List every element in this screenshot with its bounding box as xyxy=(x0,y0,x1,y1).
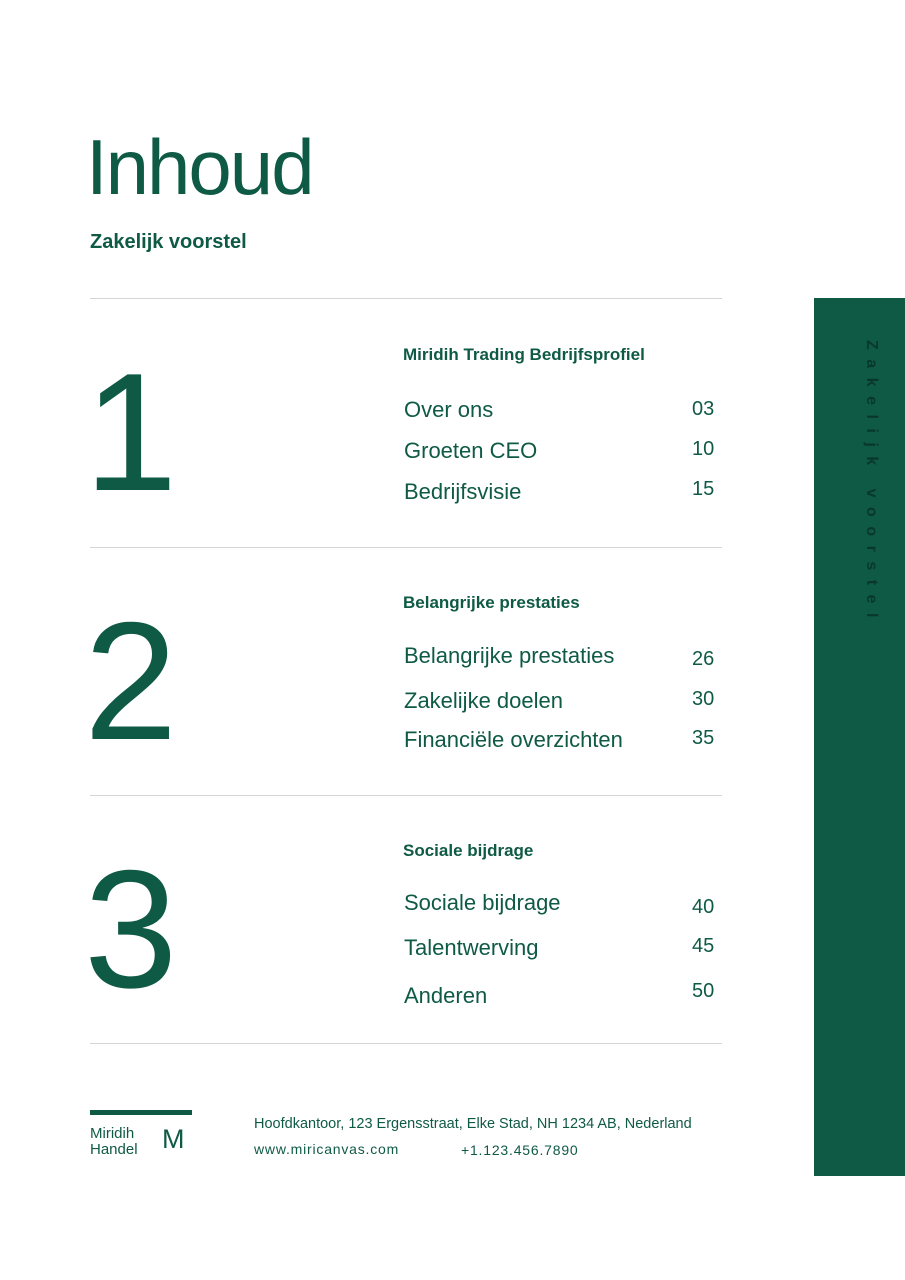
toc-entry-page: 45 xyxy=(692,935,715,957)
page-title: Inhoud xyxy=(86,123,313,211)
toc-entry[interactable] xyxy=(404,935,724,965)
toc-entry[interactable] xyxy=(404,643,724,673)
toc-entry-page: 35 xyxy=(692,727,715,749)
toc-entry-page: 40 xyxy=(692,896,715,918)
logo-wordmark xyxy=(90,1126,160,1158)
toc-entry-page: 03 xyxy=(692,398,715,420)
toc-entry[interactable] xyxy=(404,980,724,1013)
divider xyxy=(90,547,722,548)
side-band xyxy=(814,298,905,1176)
logo-mark: M xyxy=(162,1124,185,1154)
divider xyxy=(90,298,722,299)
toc-entry-label: Over ons xyxy=(404,397,494,422)
section-number-3: 3 xyxy=(84,835,178,1023)
toc-entry-page: 10 xyxy=(692,438,715,460)
toc-entry[interactable] xyxy=(404,890,724,920)
footer-address: Hoofdkantoor, 123 Ergensstraat, Elke Stad, NH 1234 AB, Nederland xyxy=(254,1116,692,1132)
footer-website-link[interactable]: www.miricanvas.com xyxy=(254,1141,400,1157)
section-heading-2: Belangrijke prestaties xyxy=(403,593,580,612)
toc-entry-label: Sociale bijdrage xyxy=(404,890,561,915)
toc-entry[interactable] xyxy=(404,397,724,427)
page-subtitle: Zakelijk voorstel xyxy=(90,231,247,253)
toc-entry-page: 26 xyxy=(692,648,715,670)
toc-entry[interactable] xyxy=(404,727,724,757)
toc-entry-label: Belangrijke prestaties xyxy=(404,643,615,668)
toc-entry-page: 30 xyxy=(692,688,715,710)
section-number-2: 2 xyxy=(84,587,178,775)
side-band-label: Zakelijk voorstel xyxy=(863,340,880,627)
logo-bar xyxy=(90,1110,192,1115)
section-heading-1: Miridih Trading Bedrijfsprofiel xyxy=(403,345,645,364)
logo-line-2: Handel xyxy=(90,1141,138,1158)
toc-entry[interactable] xyxy=(404,688,724,718)
toc-entry-label: Bedrijfsvisie xyxy=(404,479,522,504)
toc-entry-label: Groeten CEO xyxy=(404,438,538,463)
divider xyxy=(90,795,722,796)
toc-entry-label: Talentwerving xyxy=(404,935,539,960)
toc-entry-label: Financiële overzichten xyxy=(404,727,623,752)
toc-entry-label: Zakelijke doelen xyxy=(404,688,563,713)
toc-entry-page: 15 xyxy=(692,478,715,500)
section-heading-3: Sociale bijdrage xyxy=(403,841,534,860)
section-number-1: 1 xyxy=(84,338,178,526)
toc-entry[interactable] xyxy=(404,479,724,509)
toc-entry-page: 50 xyxy=(692,980,715,1002)
footer-phone: +1.123.456.7890 xyxy=(461,1142,579,1158)
toc-entry-label: Anderen xyxy=(404,983,488,1008)
logo-line-1: Miridih xyxy=(90,1125,135,1142)
toc-entry[interactable] xyxy=(404,438,724,468)
divider xyxy=(90,1043,722,1044)
